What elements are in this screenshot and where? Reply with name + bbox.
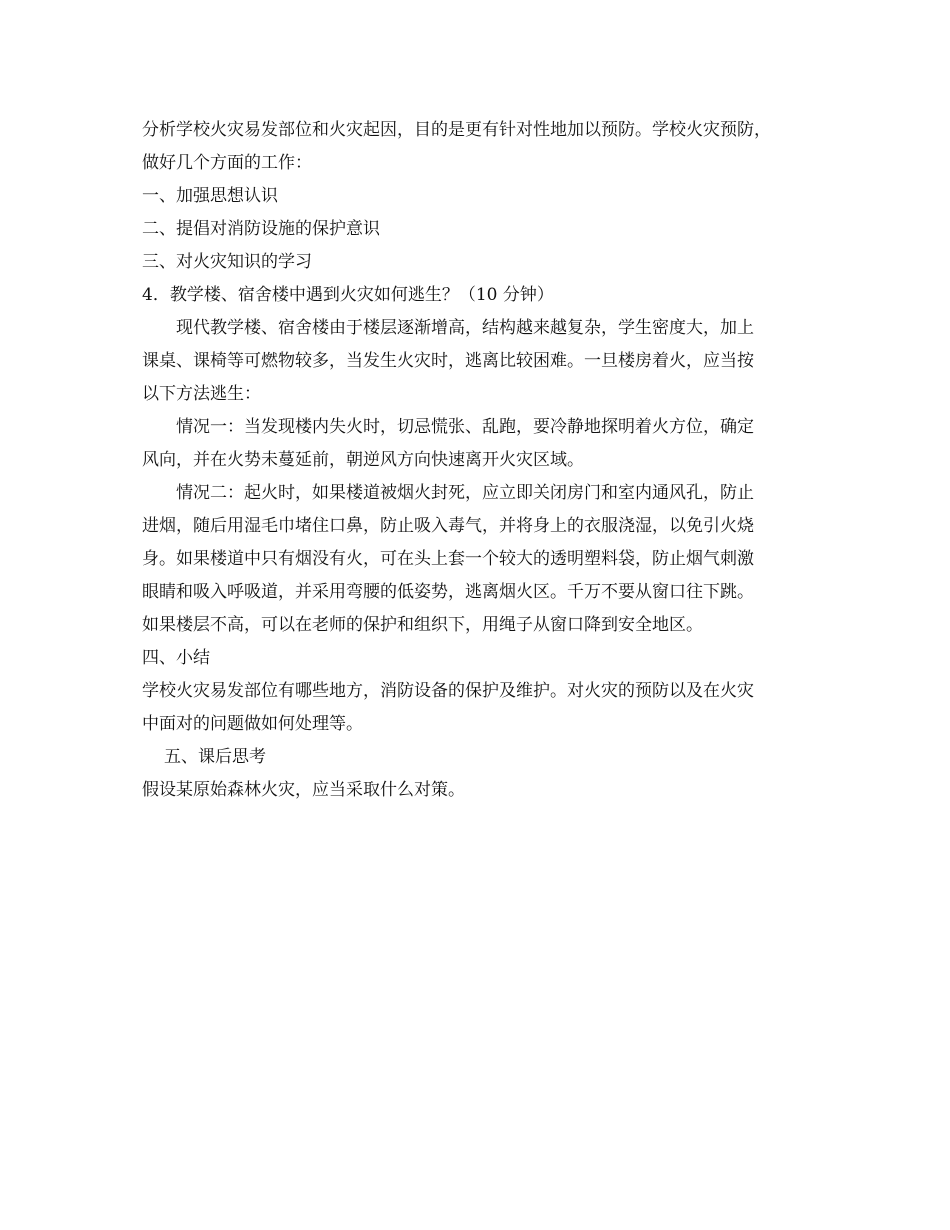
paragraph-line: 如果楼层不高，可以在老师的保护和组织下，用绳子从窗口降到安全地区。 (142, 615, 703, 635)
section-heading: 一、加强思想认识 (142, 186, 278, 206)
paragraph-line: 进烟，随后用湿毛巾堵住口鼻，防止吸入毒气，并将身上的衣服浇湿，以免引火烧 (142, 516, 754, 536)
document-body (142, 114, 832, 807)
paragraph-line: 眼睛和吸入呼吸道，并采用弯腰的低姿势，逃离烟火区。千万不要从窗口往下跳。 (142, 582, 754, 602)
section-heading: 二、提倡对消防设施的保护意识 (142, 219, 380, 239)
section-heading: 五、课后思考 (164, 747, 266, 767)
paragraph-line: 学校火灾易发部位有哪些地方，消防设备的保护及维护。对火灾的预防以及在火灾 (142, 681, 754, 701)
paragraph-line: 风向，并在火势未蔓延前，朝逆风方向快速离开火灾区域。 (142, 450, 584, 470)
section-heading: 三、对火灾知识的学习 (142, 252, 312, 272)
paragraph-line: 情况一：当发现楼内失火时，切忌慌张、乱跑，要冷静地探明着火方位，确定 (176, 417, 754, 437)
paragraph-line: 做好几个方面的工作： (142, 153, 312, 173)
paragraph-line: 课桌、课椅等可燃物较多，当发生火灾时，逃离比较困难。一旦楼房着火，应当按 (142, 351, 754, 371)
paragraph-line: 身。如果楼道中只有烟没有火，可在头上套一个较大的透明塑料袋，防止烟气刺激 (142, 549, 754, 569)
paragraph-line: 分析学校火灾易发部位和火灾起因，目的是更有针对性地加以预防。学校火灾预防， (142, 120, 771, 140)
paragraph-line: 中面对的问题做如何处理等。 (142, 714, 363, 734)
paragraph-line: 以下方法逃生： (142, 384, 261, 404)
paragraph-line: 假设某原始森林火灾，应当采取什么对策。 (142, 780, 465, 800)
paragraph-line: 现代教学楼、宿舍楼由于楼层逐渐增高，结构越来越复杂，学生密度大，加上 (176, 318, 754, 338)
paragraph-line: 情况二：起火时，如果楼道被烟火封死，应立即关闭房门和室内通风孔，防止 (176, 483, 754, 503)
section-heading: 四、小结 (142, 648, 210, 668)
question-heading: 4．教学楼、宿舍楼中遇到火灾如何逃生？（10 分钟） (142, 285, 554, 305)
